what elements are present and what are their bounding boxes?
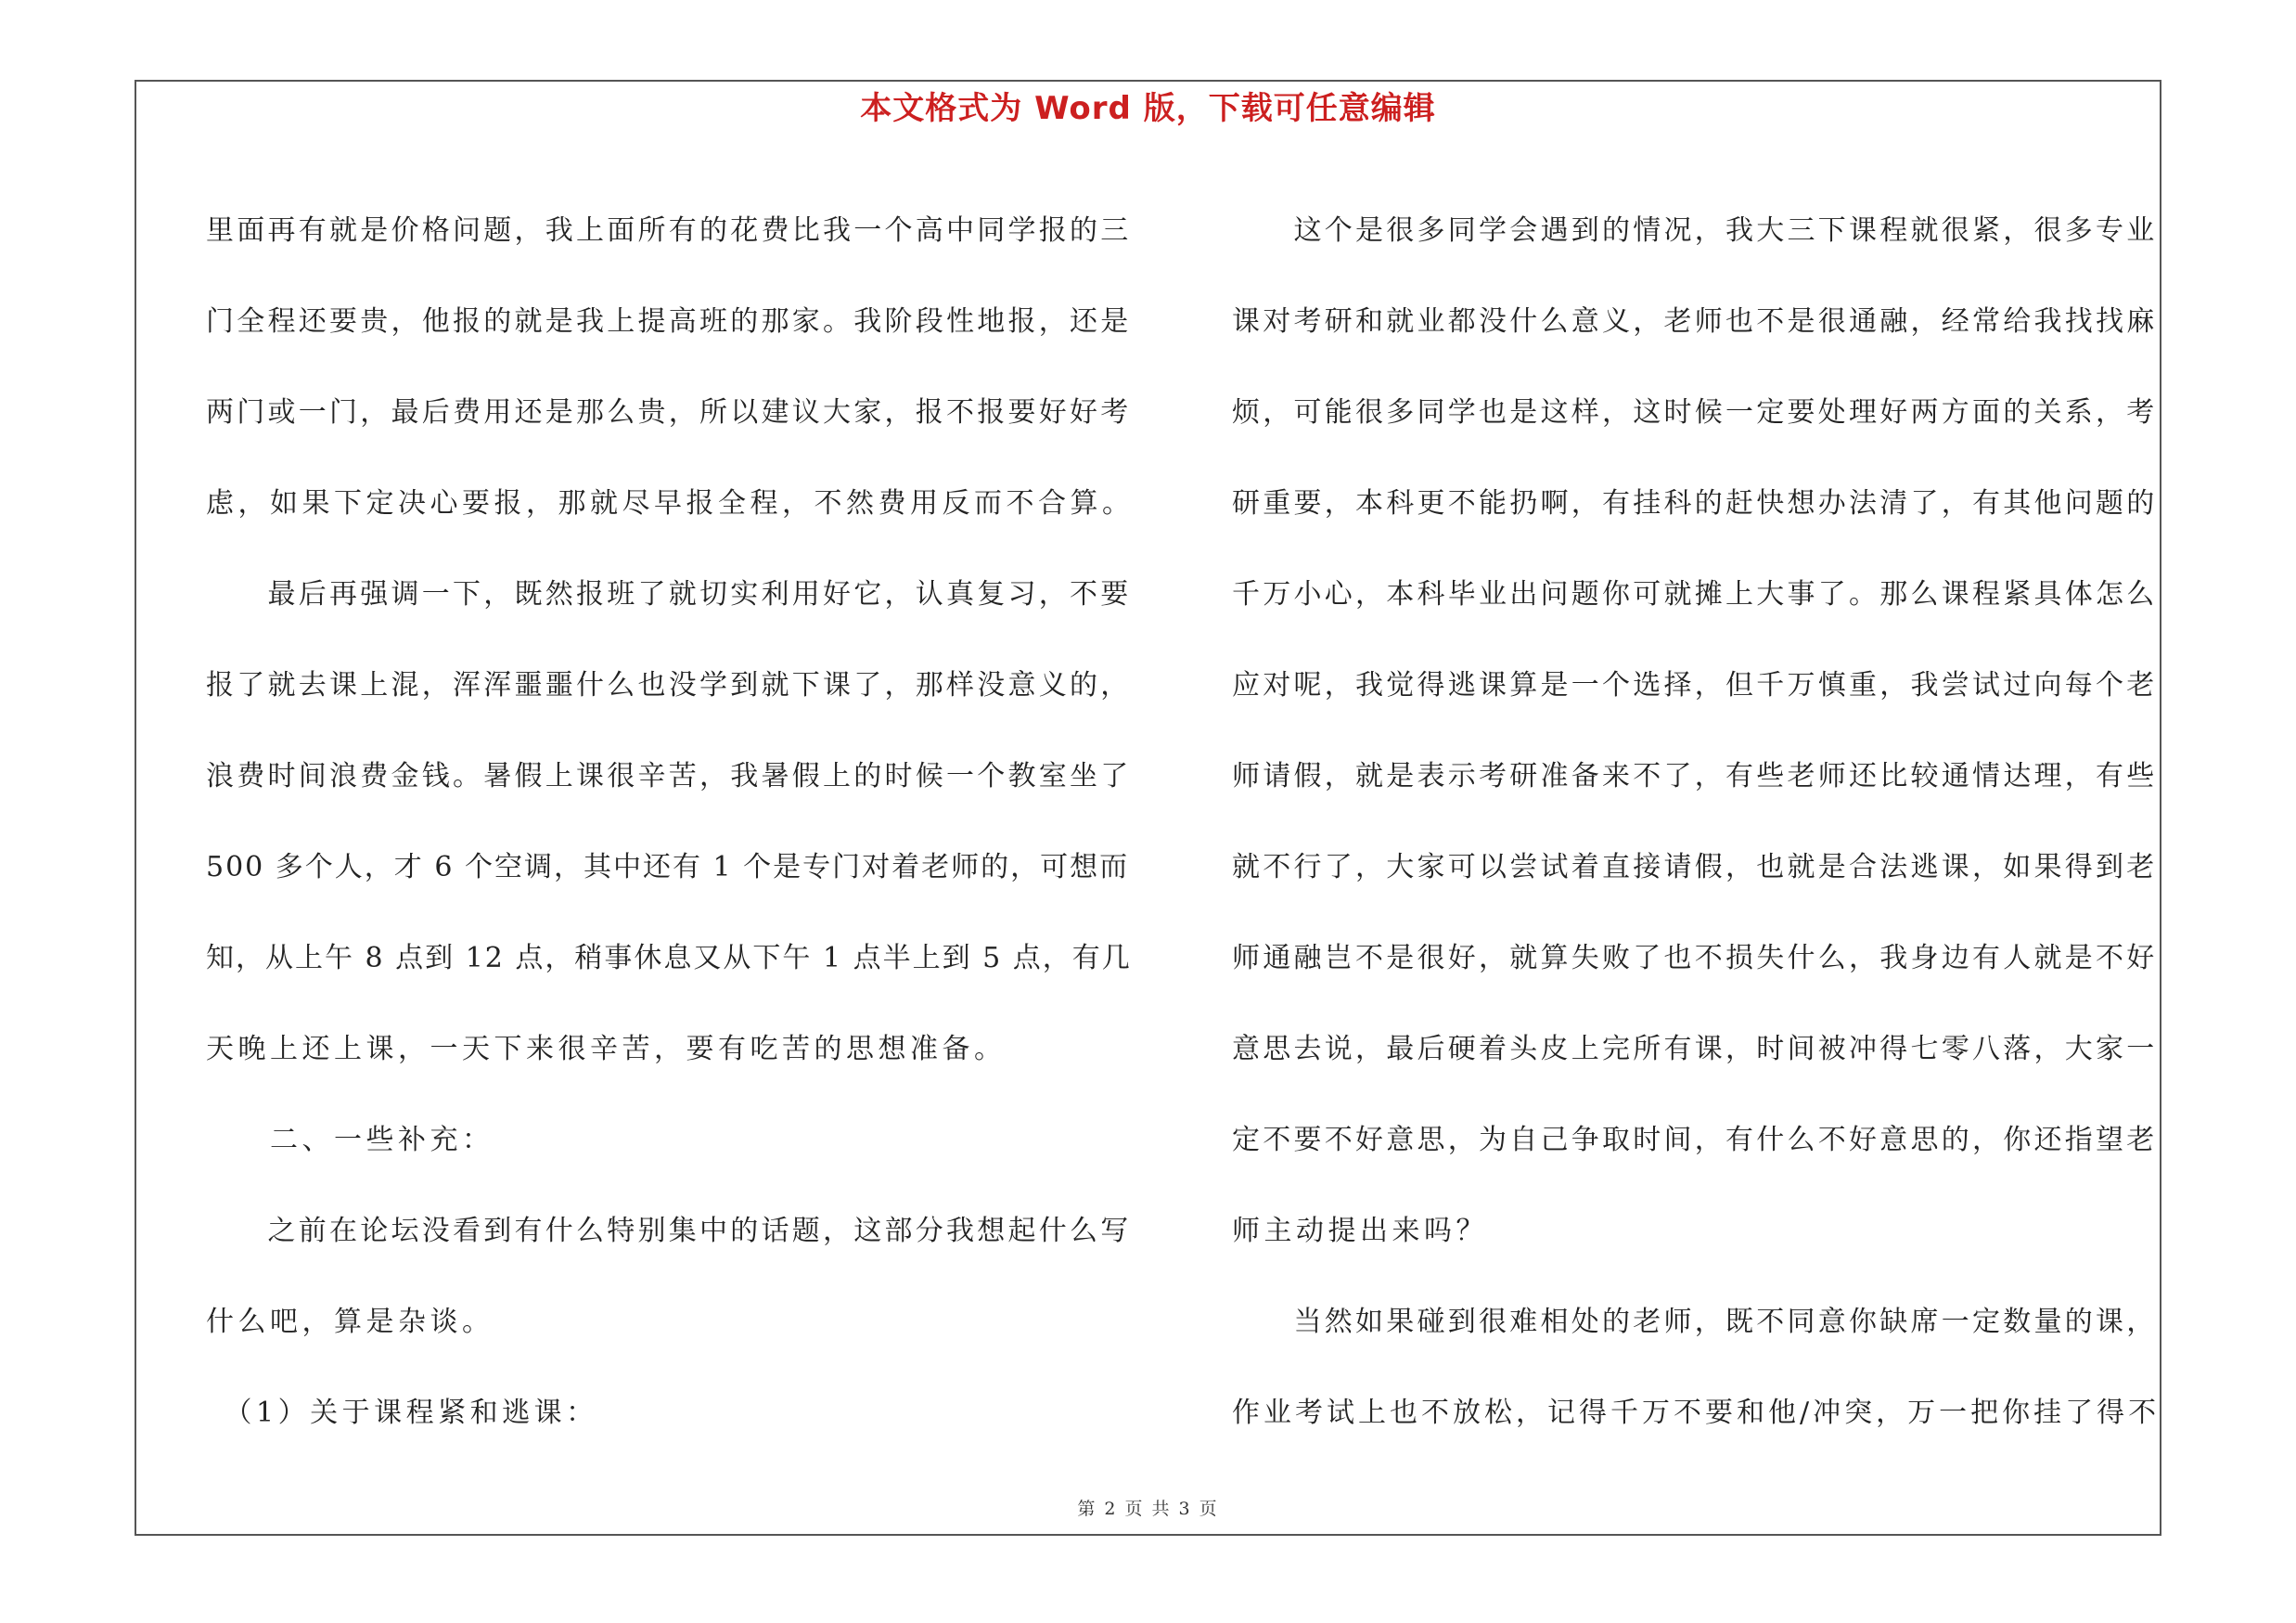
text-line: 师请假，就是表示考研准备来不了，有些老师还比较通情达理，有些 xyxy=(1232,760,2158,792)
text-line: 研重要，本科更不能扔啊，有挂科的赶快想办法清了，有其他问题的 xyxy=(1232,487,2158,520)
text-line: 500 多个人，才 6 个空调，其中还有 1 个是专门对着老师的，可想而 xyxy=(206,851,1130,883)
word-format-banner: 本文格式为 Word 版，下载可任意编辑 xyxy=(860,90,1436,127)
text-line: 浪费时间浪费金钱。暑假上课很辛苦，我暑假上的时候一个教室坐了 xyxy=(206,760,1132,792)
text-line: 千万小心，本科毕业出问题你可就摊上大事了。那么课程紧具体怎么 xyxy=(1232,578,2158,611)
text-line: 这个是很多同学会遇到的情况，我大三下课程就很紧，很多专业 xyxy=(1232,214,2158,247)
text-line: 作业考试上也不放松，记得千万不要和他/冲突，万一把你挂了得不 xyxy=(1232,1397,2161,1429)
page-number-footer: 第 2 页 共 3 页 xyxy=(1077,1499,1219,1519)
subsection-heading: （1）关于课程紧和逃课： xyxy=(206,1397,598,1429)
text-line: 门全程还要贵，他报的就是我上提高班的那家。我阶段性地报，还是 xyxy=(206,305,1132,338)
text-line: 两门或一门，最后费用还是那么贵，所以建议大家，报不报要好好考 xyxy=(206,396,1132,429)
text-line: 最后再强调一下，既然报班了就切实利用好它，认真复习，不要 xyxy=(206,578,1132,611)
text-line: 定不要不好意思，为自己争取时间，有什么不好意思的，你还指望老 xyxy=(1232,1124,2158,1156)
text-line: 课对考研和就业都没什么意义，老师也不是很通融，经常给我找找麻 xyxy=(1232,305,2158,338)
text-line: 知，从上午 8 点到 12 点，稍事休息又从下午 1 点半上到 5 点，有几 xyxy=(206,942,1132,974)
text-line: 里面再有就是价格问题，我上面所有的花费比我一个高中同学报的三 xyxy=(206,214,1132,247)
text-line: 什么吧，算是杂谈。 xyxy=(206,1306,494,1338)
text-line: 师通融岂不是很好，就算失败了也不损失什么，我身边有人就是不好 xyxy=(1232,942,2158,974)
right-text-column xyxy=(1232,186,2160,1459)
text-line: 烦，可能很多同学也是这样，这时候一定要处理好两方面的关系，考 xyxy=(1232,396,2158,429)
text-line: 就不行了，大家可以尝试着直接请假，也就是合法逃课，如果得到老 xyxy=(1232,851,2158,883)
text-line: 意思去说，最后硬着头皮上完所有课，时间被冲得七零八落，大家一 xyxy=(1232,1033,2158,1065)
text-line: 当然如果碰到很难相处的老师，既不同意你缺席一定数量的课， xyxy=(1232,1306,2158,1338)
section-heading: 二、一些补充： xyxy=(206,1124,494,1156)
left-text-column xyxy=(206,186,1134,1459)
text-line: 之前在论坛没看到有什么特别集中的话题，这部分我想起什么写 xyxy=(206,1215,1132,1247)
text-line: 天晚上还上课，一天下来很辛苦，要有吃苦的思想准备。 xyxy=(206,1033,1007,1065)
text-line: 师主动提出来吗？ xyxy=(1232,1215,1488,1247)
text-line: 虑，如果下定决心要报，那就尽早报全程，不然费用反而不合算。 xyxy=(206,487,1135,520)
text-line: 报了就去课上混，浑浑噩噩什么也没学到就下课了，那样没意义的， xyxy=(206,669,1132,702)
text-line: 应对呢，我觉得逃课算是一个选择，但千万慎重，我尝试过向每个老 xyxy=(1232,669,2158,702)
